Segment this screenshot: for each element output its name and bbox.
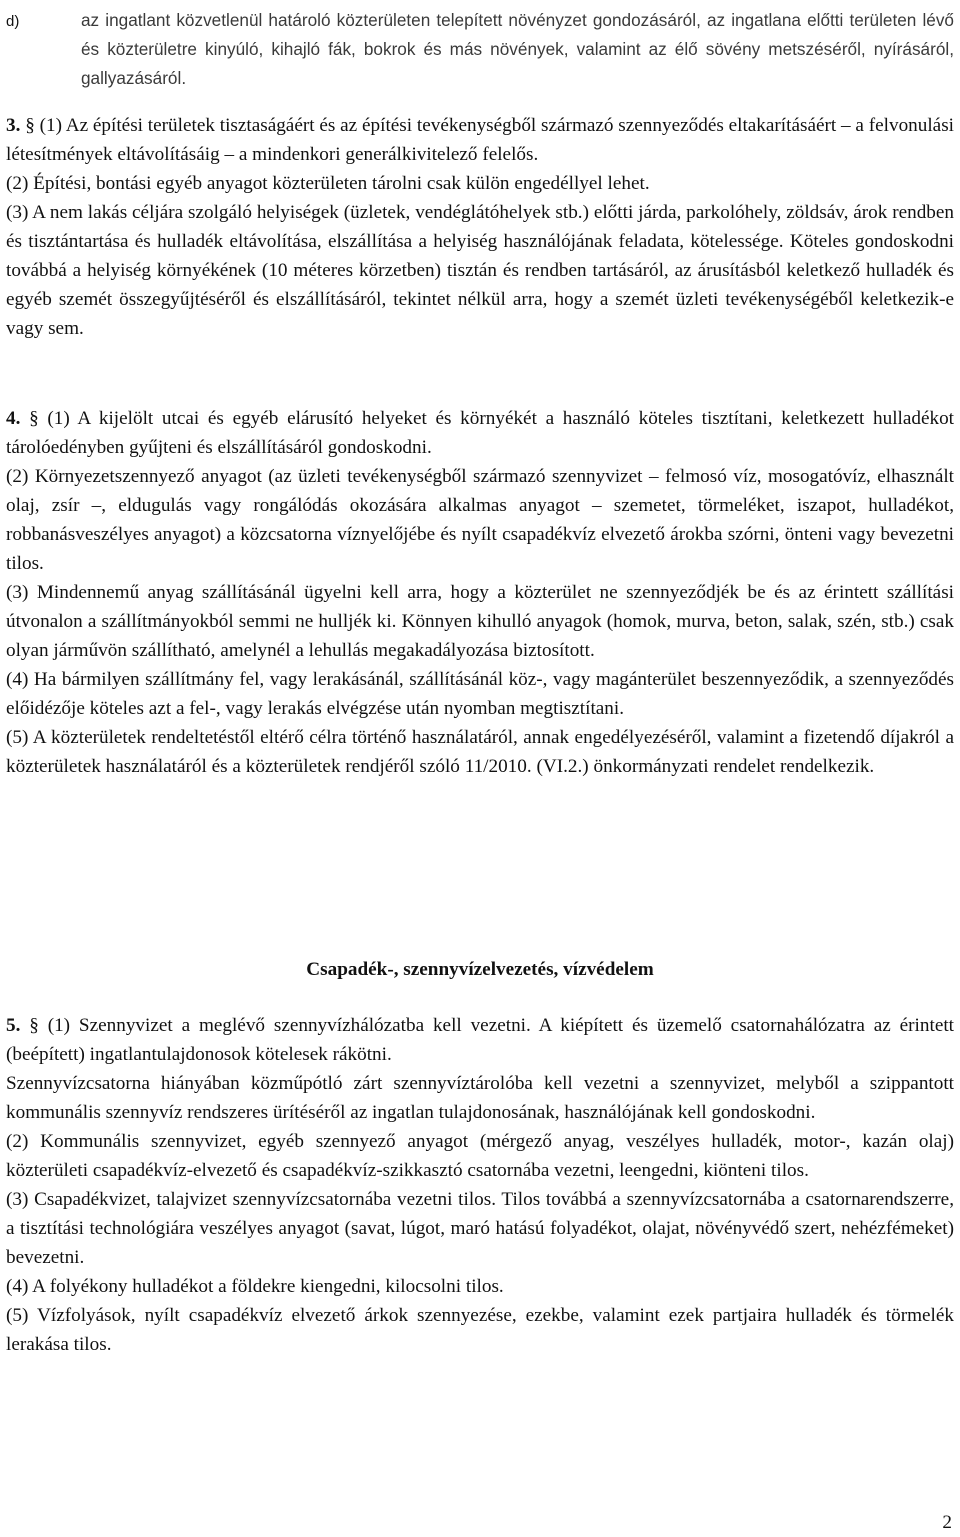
paragraph-text: (1) Az építési területek tisztaságáért és az építési tevékenységből származó szennyeződés eltakarításáért – a felvonulási létesítmények eltávolításáig – a mindenkori generálkivitelező felelős.: [6, 115, 954, 165]
section-4-paragraph-5: (5) A közterületek rendeltetéstől eltérő célra történő használatáról, annak engedélyezéséről, valamint a fizetendő díjakról a közterületek használatáról és a közterületek rendjéről szóló 11/2010. (VI.2.) önkormányzati rendelet rendelkezik.: [6, 727, 954, 777]
section-4-paragraph-3: (3) Mindennemű anyag szállításánál ügyelni kell arra, hogy a közterület ne szennyeződjék be és az érintett szállítási útvonalon a szállítmányokból semmi ne hulljék ki. Könnyen kihulló anyagok (homok, murva, beton, salak, szén, stb.) csak olyan járművön szállítható, amelynél a lehullás megakadályozása biztosított.: [6, 582, 954, 661]
section-5-paragraph-3: (3) Csapadékvizet, talajvizet szennyvízcsatornába vezetni tilos. Tilos továbbá a szennyvízcsatornába a csatornarendszerre, a tisztítási technológiára veszélyes anyagot (savat, lúgot, maró hatású folyadékot, olajat, növényvédő szert, nehézfémeket) bevezetni.: [6, 1189, 954, 1268]
paragraph-text: (1) A kijelölt utcai és egyéb elárusító helyeket és környékét a használó köteles tisztítani, keletkezett hulladékot tárolóedényben gyűjteni és elszállításáról gondoskodni.: [6, 408, 955, 458]
list-label: d): [6, 13, 20, 30]
section-4: [6, 404, 954, 781]
section-5-paragraph-1: 5. § (1) Szennyvizet a meglévő szennyvízhálózatba kell vezetni. A kiépített és üzemelő csatornahálózatra az érintett (beépített) ingatlantulajdonosok kötelesek rákötni.: [6, 1015, 954, 1065]
section-number: 4.: [6, 408, 21, 429]
section-4-paragraph-2: (2) Környezetszennyező anyagot (az üzleti tevékenységből származó szennyvizet – felmosó víz, mosogatóvíz, elhasznált olaj, zsír –, eldugulás vagy rongálódás okozására alkalmas anyagot – szemetet, törmeléket, iszapot, hulladékot, robbanásveszélyes anyagot) a közcsatorna víznyelőjébe és nyílt csapadékvíz elvezető árokba szórni, önteni vagy bevezetni tilos.: [6, 466, 954, 574]
page-number: 2: [942, 1512, 952, 1533]
section-3-paragraph-3: (3) A nem lakás céljára szolgáló helyiségek (üzletek, vendéglátóhelyek stb.) előtti járda, parkolóhely, zöldsáv, árok rendben és tisztántartása és hulladék eltávolítása, elszállítása a helyiség használójának feladata, kötelessége. Köteles gondoskodni továbbá a helyiség környékének (10 méteres körzetben) tisztán és rendben tartásáról, az árusításból keletkező hulladék és egyéb szemét összegyűjtéséről és elszállításáról, tekintet nélkül arra, hogy a szemét üzleti tevékenységéből keletkezik-e vagy sem.: [6, 202, 954, 339]
section-4-paragraph-1: 4. § (1) A kijelölt utcai és egyéb elárusító helyeket és környékét a használó köteles tisztítani, keletkezett hulladékot tárolóedényben gyűjteni és elszállításáról gondoskodni.: [6, 408, 955, 458]
section-3-paragraph-1: 3. § (1) Az építési területek tisztaságáért és az építési tevékenységből származó szennyeződés eltakarításáért – a felvonulási létesítmények eltávolításáig – a mindenkori generálkivitelező felelős.: [6, 115, 954, 165]
section-5-paragraph-4: (4) A folyékony hulladékot a földekre kiengedni, kilocsolni tilos.: [6, 1276, 504, 1297]
section-number: 3.: [6, 115, 21, 136]
section-4-paragraph-4: (4) Ha bármilyen szállítmány fel, vagy lerakásánál, szállításánál köz-, vagy magánterület beszennyeződik, a szennyeződés előidézője köteles azt a fel-, vagy lerakás elvégzése után nyomban megtisztítani.: [6, 669, 954, 719]
section-5-paragraph-2: (2) Kommunális szennyvizet, egyéb szennyező anyagot (mérgező anyag, veszélyes hulladék, motor-, kazán olaj) közterületi csapadékvíz-elvezető és csapadékvíz-szikkasztó csatornába vezetni, leengedni, kiönteni tilos.: [6, 1131, 954, 1181]
section-number: 5.: [6, 1015, 21, 1036]
section-3-paragraph-2: (2) Építési, bontási egyéb anyagot közterületen tárolni csak külön engedéllyel lehet.: [6, 173, 650, 194]
paragraph-text: (1) Szennyvizet a meglévő szennyvízhálózatba kell vezetni. A kiépített és üzemelő csatornahálózatra az érintett (beépített) ingatlantulajdonosok kötelesek rákötni.: [6, 1015, 954, 1065]
section-heading: Csapadék-, szennyvízelvezetés, vízvédelem: [306, 959, 654, 980]
section-5-paragraph-1b: Szennyvízcsatorna hiányában közműpótló zárt szennyvíztárolóba kell vezetni a szennyvizet, melyből a szippantott kommunális szennyvíz rendszeres ürítéséről az ingatlan tulajdonosának, használójának kell gondoskodni.: [6, 1073, 954, 1123]
list-item-text: az ingatlant közvetlenül határoló közterületen telepített növényzet gondozásáról, az ingatlana előtti területen lévő és közterületre kinyúló, kihajló fák, bokrok és más növények, valamint az élő sövény metszéséről, nyírásáról, gallyazásáról.: [81, 10, 954, 88]
list-item-d: [6, 6, 954, 88]
section-5-paragraph-5: (5) Vízfolyások, nyílt csapadékvíz elvezető árkok szennyezése, ezekbe, valamint ezek partjaira hulladék és törmelék lerakása tilos.: [6, 1305, 954, 1355]
section-3: [6, 111, 954, 343]
section-5: [6, 1011, 954, 1359]
